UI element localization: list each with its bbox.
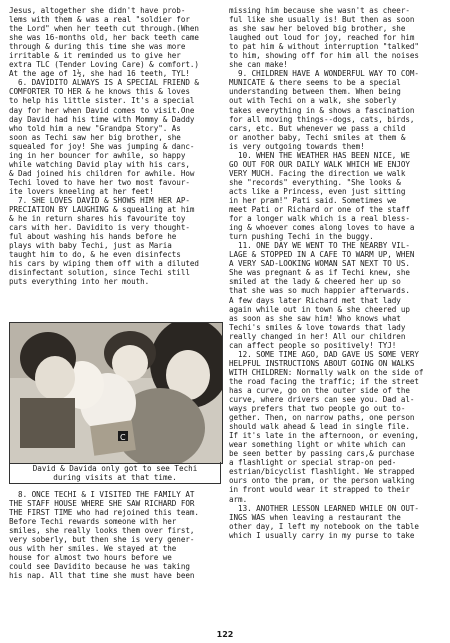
text-line: 11. ONE DAY WE WENT TO THE NEARBY VIL- — [229, 241, 410, 251]
text-line: arm. — [229, 494, 248, 504]
photo-children-with-book — [9, 322, 223, 464]
text-line: to help his little sister. It's a special — [9, 96, 195, 106]
text-line: a flashlight or special strap-on ped- — [229, 458, 397, 468]
text-line: again while out in town & she cheered up — [229, 304, 410, 314]
text-line: squealed for joy! She was jumping & danc- — [9, 141, 195, 151]
text-line: to pat him & without interruption "talked" — [229, 42, 419, 52]
text-line: Before Techi rewards someone with her — [9, 517, 177, 527]
text-line: If it's late in the afternoon, or evening, — [229, 431, 419, 441]
text-line: the Lord" when her teeth cut through.(When — [9, 24, 199, 34]
text-line: 10. WHEN THE WEATHER HAS BEEN NICE, WE — [229, 150, 410, 160]
text-line: puts everything into her mouth. — [9, 277, 150, 287]
text-line: she was 16-months old, her back teeth came — [9, 33, 199, 43]
text-line: ours onto the pram, or the person walking — [229, 476, 415, 486]
caption-line: during visits at that time. — [53, 473, 177, 483]
text-line: the road facing the traffic; if the street — [229, 376, 419, 386]
text-line: other day, I left my notebook on the table — [229, 521, 419, 531]
text-line: can affect people so positively! TYJ! — [229, 340, 397, 350]
text-line: At the age of 1½, she had 16 teeth, TYL! — [9, 69, 190, 79]
text-line: ful about washing his hands before he — [9, 232, 177, 242]
text-line: INGS WAS when leaving a restaurant the — [229, 512, 401, 522]
text-line: day David had his time with Mommy & Daddy — [9, 114, 195, 124]
text-line: through & during this time she was more — [9, 42, 186, 52]
left-column-bottom — [9, 490, 221, 580]
text-line: she can make! — [229, 60, 288, 70]
text-line: out with Techi on a walk, she soberly — [229, 96, 397, 106]
text-line: ful like she usually is! But then as soon — [229, 15, 415, 25]
text-line: cars with her. Davidito is very thought- — [9, 223, 190, 233]
text-line: wear something light or white which can — [229, 440, 406, 450]
page-number: 122 — [216, 630, 234, 639]
text-line: for all moving things--dogs, cats, birds, — [229, 114, 415, 124]
text-line: as soon as she saw him! Who knows what — [229, 313, 401, 323]
text-line: for a longer walk which is a real bless- — [229, 214, 410, 224]
text-line: 9. CHILDREN HAVE A WONDERFUL WAY TO COM- — [229, 69, 419, 79]
text-line: 6. DAVIDITO ALWAYS IS A SPECIAL FRIEND & — [9, 78, 199, 88]
text-line: smiled at the lady & cheered her up so — [229, 277, 401, 287]
text-line: 7. SHE LOVES DAVID & SHOWS HIM HER AP- — [9, 195, 190, 205]
text-line: ing in her bouncer for awhile, so happy — [9, 150, 186, 160]
text-line: VERY MUCH. Facing the direction we walk — [229, 168, 406, 178]
text-line: plays with baby Techi, just as Maria — [9, 241, 172, 251]
text-line: to him, showing off for him all the noises — [229, 51, 419, 61]
left-column-top — [9, 6, 221, 286]
text-line: that she was so much happier afterwards. — [229, 286, 410, 296]
text-line: disinfectant solution, since Techi still — [9, 268, 190, 278]
text-line: MUNICATE & there seems to be a special — [229, 78, 401, 88]
text-line: curve, where drivers can see you. Dad al- — [229, 395, 415, 405]
text-line: be seen better by passing cars,& purchase — [229, 449, 415, 459]
text-line: takes everything in & shows a fascination — [229, 105, 415, 115]
text-line: GO OUT FOR OUR DAILY WALK WHICH WE ENJOY — [229, 159, 410, 169]
text-line: LAGE & STOPPED IN A CAFE TO WARM UP, WHEN — [229, 250, 415, 260]
text-line: could see Davidito because he was taking — [9, 562, 190, 572]
text-line: his cars by wiping them off with a diluted — [9, 259, 199, 269]
caption-line: David & Davida only got to see Techi — [32, 464, 198, 473]
text-line: & Dad joined his children for awhile. How — [9, 168, 195, 178]
text-line: Jesus, altogether she didn't have prob- — [9, 6, 186, 15]
text-line: or another baby, Techi smiles at them & — [229, 132, 406, 142]
text-line: ing & whoever comes along loves to have a — [229, 223, 415, 233]
text-line: turn pushing Techi in the buggy. — [229, 232, 374, 242]
text-line: ite lovers kneeling at her feet! — [9, 186, 154, 196]
text-line: his nap. All that time she must have been — [9, 571, 195, 581]
svg-text:C: C — [120, 433, 126, 442]
text-line: day for her when David comes to visit.One — [9, 105, 195, 115]
text-line: in front would wear it strapped to their — [229, 485, 410, 495]
text-line: really changed in her! All our children — [229, 331, 406, 341]
text-line: THE STAFF HOUSE WHERE SHE SAW RICHARD FOR — [9, 499, 195, 509]
text-line: missing him because she wasn't as cheer- — [229, 6, 410, 15]
text-line: Techi loved to have her two most favour- — [9, 177, 190, 187]
text-line: WITH CHILDREN: Normally walk on the side of — [229, 367, 424, 377]
text-line: A VERY SAD-LOOKING WOMAN SAT NEXT TO US. — [229, 259, 410, 269]
text-line: she "records" everything. "She looks & — [229, 177, 401, 187]
text-line: THE FIRST TIME who had rejoined this team. — [9, 508, 199, 518]
text-line: gether. Then, on narrow paths, one person — [229, 413, 415, 423]
text-line: irritable & it reminded us to give her — [9, 51, 181, 61]
text-line: very soberly, but then she is very gener- — [9, 535, 195, 545]
text-line: A few days later Richard met that lady — [229, 295, 401, 305]
right-column — [229, 6, 441, 540]
photo-caption — [9, 462, 221, 484]
text-line: laughed out loud for joy, reached for him — [229, 33, 415, 43]
text-line: should walk ahead & lead in single file. — [229, 422, 410, 432]
text-line: ous with her smiles. We stayed at the — [9, 544, 177, 554]
text-line: cars, etc. But whenever we pass a child — [229, 123, 406, 133]
text-line: who told him a new "Grandpa Story". As — [9, 123, 181, 133]
text-line: COMFORTER TO HER & he knows this & loves — [9, 87, 190, 97]
text-line: PRECIATION BY LAUGHING & squealing at him — [9, 205, 195, 215]
text-line: extra TLC (Tender Loving Care) & comfort.) — [9, 60, 199, 70]
text-line: taught him to do, & he even disinfects — [9, 250, 181, 260]
text-line: Techi's smiles & love towards that lady — [229, 322, 406, 332]
text-line: 8. ONCE TECHI & I VISITED THE FAMILY AT — [9, 490, 195, 499]
text-line: which I usually carry in my purse to take — [229, 530, 415, 540]
text-line: lems with them & was a real "soldier for — [9, 15, 190, 25]
text-line: soon as Techi saw her big brother, she — [9, 132, 181, 142]
text-line: in her pram!" Pati said. Sometimes we — [229, 195, 397, 205]
text-line: meet Pati or Richard or one of the staff — [229, 205, 410, 215]
text-line: as she saw her beloved big brother, she — [229, 24, 406, 34]
text-line: 13. ANOTHER LESSON LEARNED WHILE ON OUT- — [229, 503, 419, 513]
text-line: while watching David play with his cars, — [9, 159, 190, 169]
text-line: estrian/bicyclist flashlight. We strapped — [229, 467, 415, 477]
text-line: is very outgoing towards them! — [229, 141, 365, 151]
text-line: & he in return shares his favourite toy — [9, 214, 186, 224]
text-line: ways prefers that two people go out to- — [229, 404, 406, 414]
text-line: HELPFUL INSTRUCTIONS ABOUT GOING ON WALKS — [229, 358, 415, 368]
text-line: smiles, she really looks them over first, — [9, 526, 195, 536]
text-line: house for almost two hours before we — [9, 553, 172, 563]
text-line: 12. SOME TIME AGO, DAD GAVE US SOME VERY — [229, 349, 419, 359]
text-line: has a curve, go on the outer side of the — [229, 385, 410, 395]
text-line: She was pregnant & as if Techi knew, she — [229, 268, 410, 278]
text-line: acts like a Princess, even just sitting — [229, 186, 406, 196]
text-line: understanding between them. When being — [229, 87, 401, 97]
